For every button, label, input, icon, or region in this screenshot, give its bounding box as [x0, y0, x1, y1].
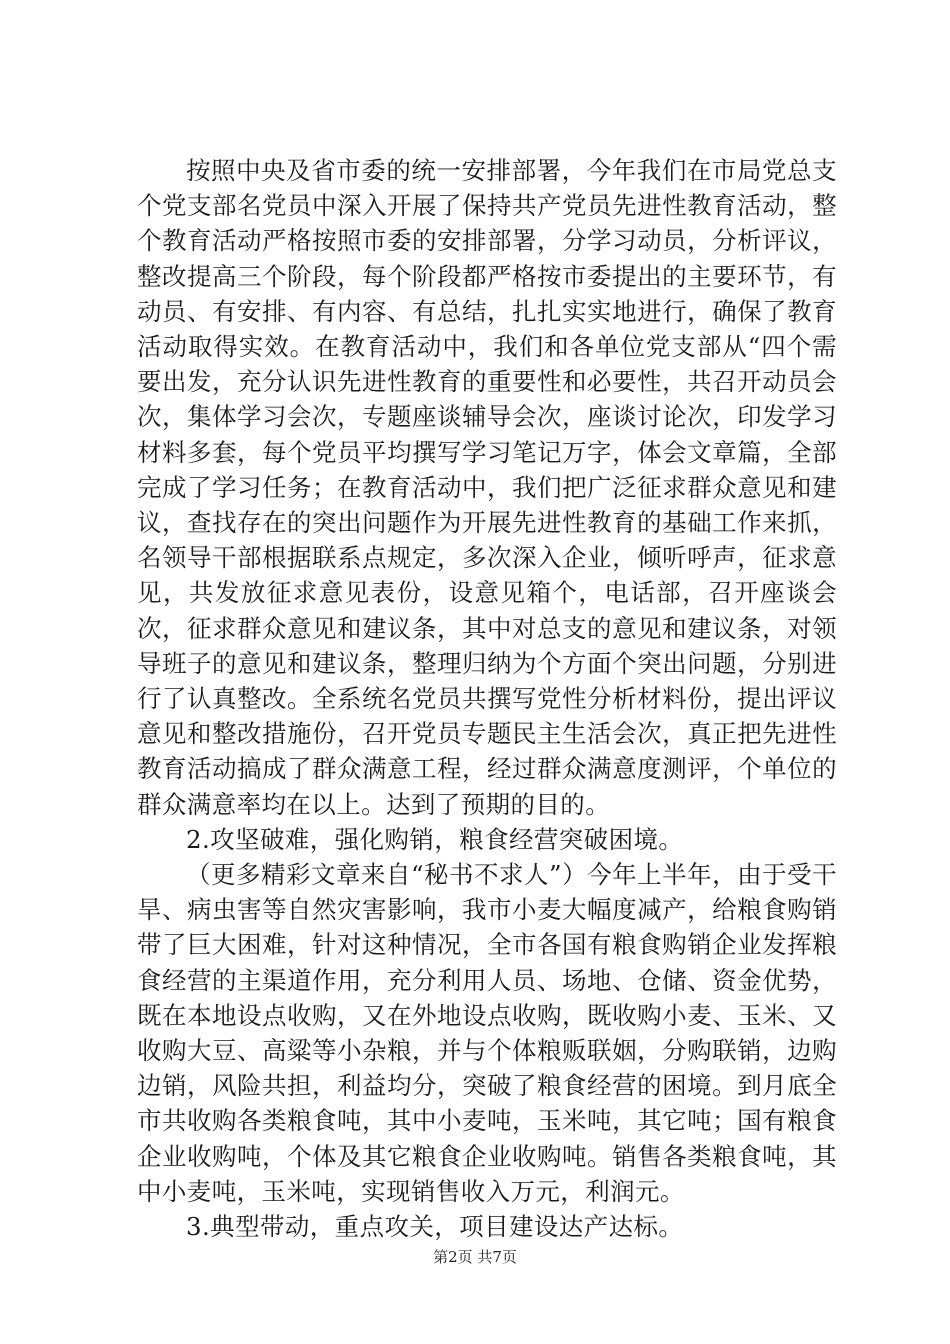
paragraph-party-education: 按照中央及省市委的统一安排部署，今年我们在市局党总支个党支部名党员中深入开展了保持共产党员先进性教育活动，整个教育活动严格按照市委的安排部署，分学习动员，分析评议，整改提高三个阶段，每个阶段都严格按市委提出的主要环节，有动员、有安排、有内容、有总结，扎扎实实地进行，确保了教育活动取得实效。在教育活动中，我们和各单位党支部从“四个需要出发，充分认识先进性教育的重要性和必要性，共召开动员会次，集体学习会次，专题座谈辅导会次，座谈讨论次，印发学习材料多套，每个党员平均撰写学习笔记万字，体会文章篇，全部完成了学习任务；在教育活动中，我们把广泛征求群众意见和建议，查找存在的突出问题作为开展先进性教育的基础工作来抓，名领导干部根据联系点规定，多次深入企业，倾听呼声，征求意见，共发放征求意见表份，设意见箱个，电话部，召开座谈会次，征求群众意见和建议条，其中对总支的意见和建议条，对领导班子的意见和建议条，整理归纳为个方面个突出问题，分别进行了认真整改。全系统名党员共撰写党性分析材料份，提出评议意见和整改措施份，召开党员专题民主生活会次，真正把先进性教育活动搞成了群众满意工程，经过群众满意度测评，个单位的群众满意率均在以上。达到了预期的目的。 [137, 156, 837, 819]
section-heading-project-construction: 3.典型带动，重点攻关，项目建设达产达标。 [186, 1212, 684, 1242]
document-body [137, 153, 837, 1244]
section-heading-grain-purchase: 2.攻坚破难，强化购销，粮食经营突破困境。 [186, 824, 684, 854]
page-number-footer: 第2页 共7页 [433, 1248, 517, 1266]
paragraph-grain-purchase: （更多精彩文章来自“秘书不求人”）今年上半年，由于受干旱、病虫害等自然灾害影响，我市小麦大幅度减产，给粮食购销带了巨大困难，针对这种情况，全市各国有粮食购销企业发挥粮食经营的主渠道作用，充分利用人员、场地、仓储、资金优势，既在本地设点收购，又在外地设点收购，既收购小麦、玉米、又收购大豆、高粱等小杂粮，并与个体粮贩联姻，分购联销，边购边销，风险共担，利益均分，突破了粮食经营的困境。到月底全市共收购各类粮食吨，其中小麦吨，玉米吨，其它吨；国有粮食企业收购吨，个体及其它粮食企业收购吨。销售各类粮食吨，其中小麦吨，玉米吨，实现销售收入万元，利润元。 [137, 860, 837, 1206]
